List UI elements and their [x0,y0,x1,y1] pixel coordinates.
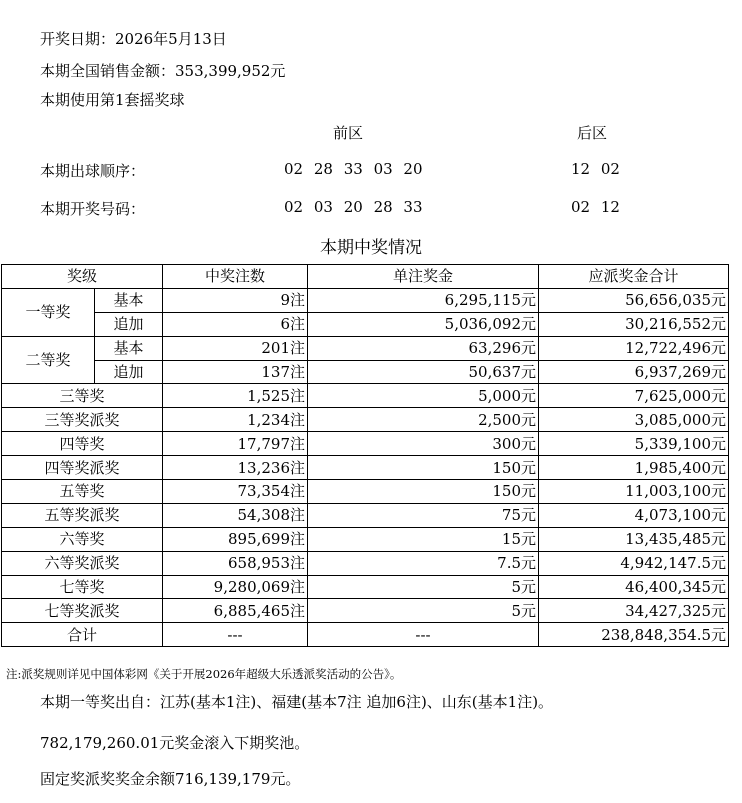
prize-cell: 50,637元 [308,360,539,384]
header-total: 应派奖金合计 [539,265,729,289]
back-zone-label: 后区 [577,124,608,142]
level-cell: 合计 [2,623,163,647]
header-count: 中奖注数 [163,265,308,289]
total-cell: 56,656,035元 [539,288,729,312]
total-cell: 3,085,000元 [539,408,729,432]
prize-cell: 5,000元 [308,384,539,408]
sub-level-cell: 基本 [95,288,163,312]
prize-table-title: 本期中奖情况 [320,238,422,258]
prize-cell: --- [308,623,539,647]
ball-set: 本期使用第1套摇奖球 [40,91,185,109]
table-row [2,336,729,360]
winning-front-numbers: 02 03 20 28 33 [284,198,423,216]
prize-table [1,264,729,647]
count-cell: 6,885,465注 [163,599,308,623]
count-cell: 73,354注 [163,480,308,504]
header-level: 奖级 [2,265,163,289]
prize-cell: 5,036,092元 [308,312,539,336]
count-cell: 9,280,069注 [163,575,308,599]
total-cell: 1,985,400元 [539,456,729,480]
level-cell: 六等奖 [2,527,163,551]
table-row [2,288,729,312]
total-cell: 4,942,147.5元 [539,551,729,575]
level-cell: 五等奖 [2,480,163,504]
count-cell: 658,953注 [163,551,308,575]
table-row [2,575,729,599]
prize-cell: 6,295,115元 [308,288,539,312]
front-zone-label: 前区 [333,124,364,142]
count-cell: 895,699注 [163,527,308,551]
level-cell: 三等奖 [2,384,163,408]
count-cell: 1,525注 [163,384,308,408]
count-cell: 9注 [163,288,308,312]
count-cell: 6注 [163,312,308,336]
count-cell: --- [163,623,308,647]
sales-amount: 本期全国销售金额：353,399,952元 [40,62,286,80]
prize-cell: 150元 [308,480,539,504]
sub-level-cell: 追加 [95,312,163,336]
table-header-row [2,265,729,289]
count-cell: 54,308注 [163,503,308,527]
total-cell: 30,216,552元 [539,312,729,336]
order-front-numbers: 02 28 33 03 20 [284,160,423,178]
prize-cell: 150元 [308,456,539,480]
prize-cell: 63,296元 [308,336,539,360]
count-cell: 1,234注 [163,408,308,432]
fixed-balance: 固定奖派奖奖金余额716,139,179元。 [40,770,301,788]
pool-rollover: 782,179,260.01元奖金滚入下期奖池。 [40,734,310,752]
winning-back-numbers: 02 12 [571,198,620,216]
total-cell: 12,722,496元 [539,336,729,360]
draw-date: 开奖日期：2026年5月13日 [40,30,227,48]
order-label: 本期出球顺序： [40,162,146,180]
table-row [2,456,729,480]
prize-cell: 5元 [308,575,539,599]
table-row [2,312,729,336]
total-row [2,623,729,647]
level-cell: 五等奖派奖 [2,503,163,527]
level-cell: 二等奖 [2,336,95,384]
table-row [2,432,729,456]
count-cell: 137注 [163,360,308,384]
level-cell: 一等奖 [2,288,95,336]
total-cell: 46,400,345元 [539,575,729,599]
level-cell: 三等奖派奖 [2,408,163,432]
prize-cell: 7.5元 [308,551,539,575]
prize-cell: 15元 [308,527,539,551]
rule-note: 注:派奖规则详见中国体彩网《关于开展2026年超级大乐透派奖活动的公告》。 [6,667,402,681]
table-row [2,503,729,527]
numbers-label: 本期开奖号码： [40,200,146,218]
table-row [2,408,729,432]
total-cell: 11,003,100元 [539,480,729,504]
order-back-numbers: 12 02 [571,160,620,178]
header-prize: 单注奖金 [308,265,539,289]
first-prize-origin: 本期一等奖出自：江苏(基本1注)、福建(基本7注 追加6注)、山东(基本1注)。 [40,693,554,711]
simple-rows [2,384,729,647]
table-row [2,480,729,504]
table-row [2,360,729,384]
total-cell: 4,073,100元 [539,503,729,527]
prize-cell: 2,500元 [308,408,539,432]
prize-cell: 300元 [308,432,539,456]
total-cell: 7,625,000元 [539,384,729,408]
level-cell: 四等奖派奖 [2,456,163,480]
level-cell: 七等奖 [2,575,163,599]
level-cell: 四等奖 [2,432,163,456]
sub-level-cell: 追加 [95,360,163,384]
level-cell: 六等奖派奖 [2,551,163,575]
total-cell: 6,937,269元 [539,360,729,384]
count-cell: 13,236注 [163,456,308,480]
total-cell: 238,848,354.5元 [539,623,729,647]
sub-level-cell: 基本 [95,336,163,360]
prize-cell: 5元 [308,599,539,623]
total-cell: 13,435,485元 [539,527,729,551]
table-row [2,384,729,408]
total-cell: 5,339,100元 [539,432,729,456]
table-row [2,599,729,623]
prize-cell: 75元 [308,503,539,527]
level-cell: 七等奖派奖 [2,599,163,623]
count-cell: 201注 [163,336,308,360]
table-row [2,527,729,551]
count-cell: 17,797注 [163,432,308,456]
total-cell: 34,427,325元 [539,599,729,623]
table-row [2,551,729,575]
